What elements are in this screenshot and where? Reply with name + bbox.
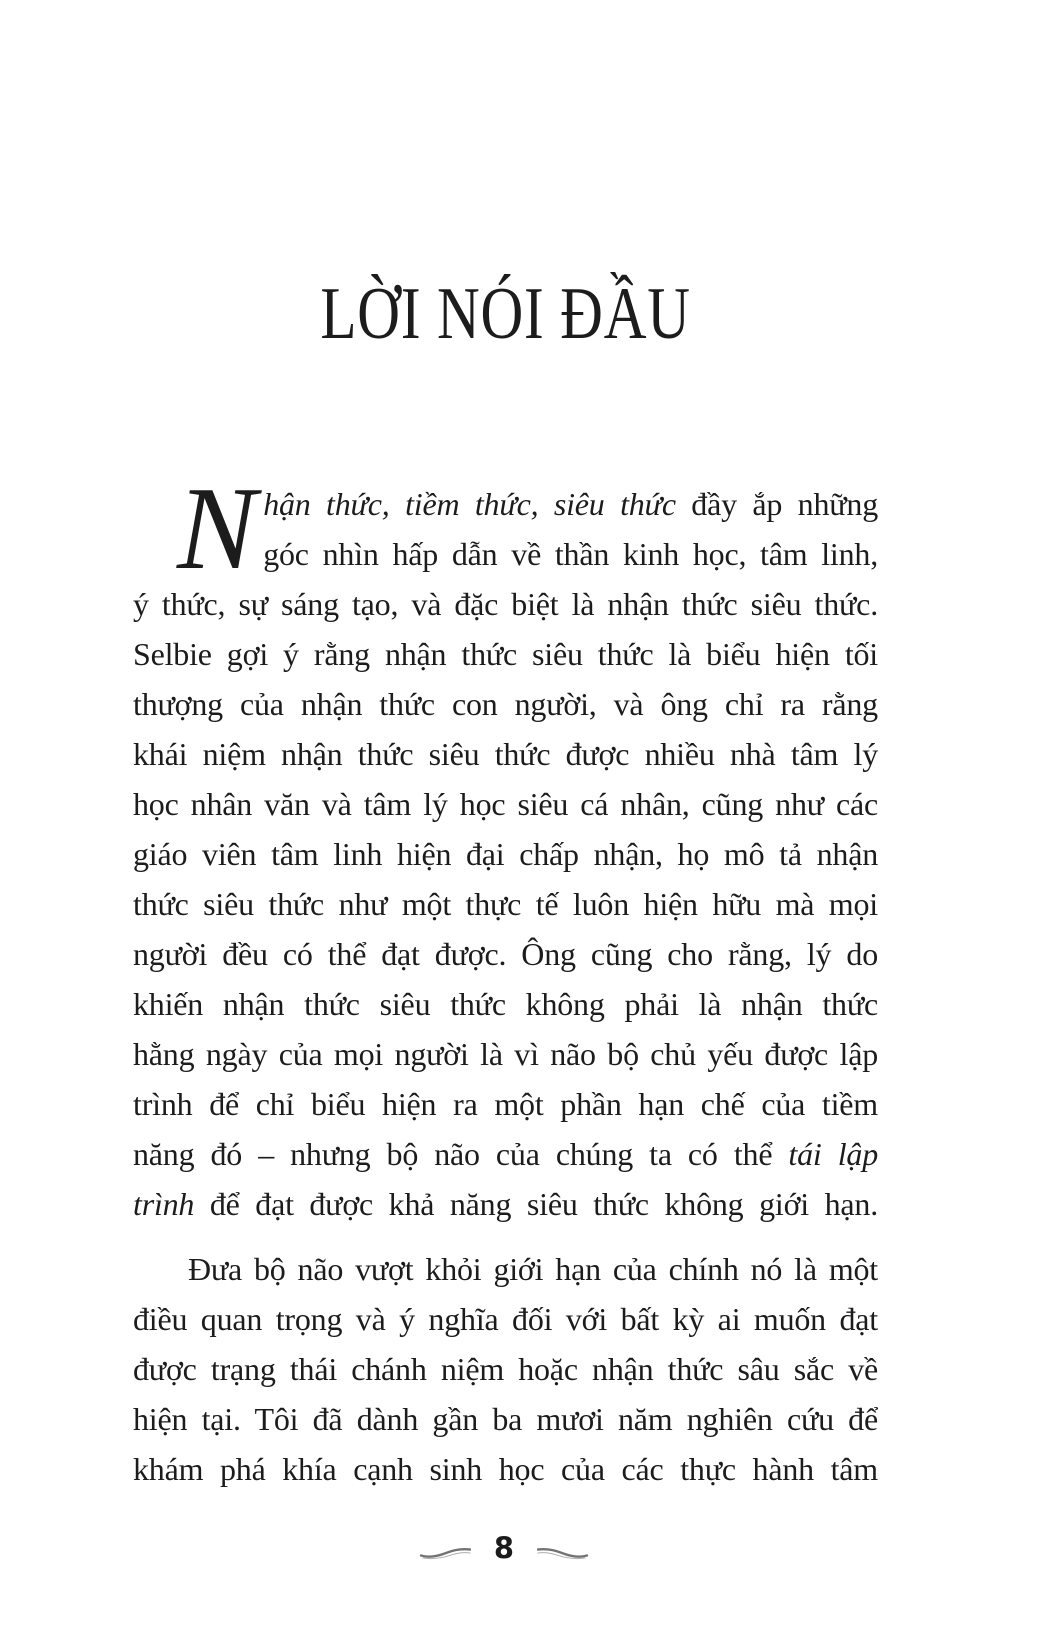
text-line — [133, 1179, 878, 1229]
text-segment: đầy ắp những — [675, 486, 878, 522]
text-segment: học nhân văn và tâm lý học siêu cá nhân, cũng như các — [133, 786, 878, 822]
text-line — [133, 1079, 878, 1129]
paragraph-2 — [133, 1244, 878, 1494]
text-segment: người đều có thể đạt được. Ông cũng cho rằng, lý do — [133, 936, 878, 972]
flourish-left-icon — [420, 1546, 471, 1561]
text-segment: thức siêu thức như một thực tế luôn hiện hữu mà mọi — [133, 886, 878, 922]
text-line — [133, 629, 878, 679]
flourish-right-icon — [537, 1546, 588, 1561]
text-segment: Selbie gợi ý rằng nhận thức siêu thức là biểu hiện tối — [133, 636, 878, 672]
text-segment: giáo viên tâm linh hiện đại chấp nhận, họ mô tả nhận — [133, 836, 878, 872]
text-line — [133, 1029, 878, 1079]
text-line — [133, 929, 878, 979]
italic-text-segment: hận thức, tiềm thức, siêu thức — [263, 486, 676, 522]
paragraph-1 — [133, 462, 878, 1229]
text-segment: khái niệm nhận thức siêu thức được nhiều nhà tâm lý — [133, 736, 878, 772]
text-segment: được trạng thái chánh niệm hoặc nhận thức sâu sắc về — [133, 1351, 878, 1387]
text-segment: điều quan trọng và ý nghĩa đối với bất kỳ ai muốn đạt — [133, 1301, 878, 1337]
text-line — [133, 1344, 878, 1394]
page-title — [133, 273, 878, 355]
text-line — [133, 829, 878, 879]
text-line — [133, 1294, 878, 1344]
text-segment: hiện tại. Tôi đã dành gần ba mươi năm nghiên cứu để — [133, 1401, 878, 1437]
dropcap-letter: N — [177, 462, 257, 594]
text-segment: hằng ngày của mọi người là vì não bộ chủ yếu được lập — [133, 1036, 878, 1072]
text-line — [133, 879, 878, 929]
text-segment: ý thức, sự sáng tạo, và đặc biệt là nhận thức siêu thức. — [133, 586, 878, 622]
text-line — [133, 729, 878, 779]
text-line — [133, 679, 878, 729]
body-text — [133, 462, 878, 1494]
page-title-text: LỜI NÓI ĐẦU — [320, 273, 691, 355]
text-line — [133, 1394, 878, 1444]
text-segment: để đạt được khả năng siêu thức không giới hạn. — [194, 1186, 878, 1222]
text-segment: khám phá khía cạnh sinh học của các thực hành tâm — [133, 1451, 878, 1487]
page-number: 8 — [493, 1531, 515, 1565]
text-line — [133, 1444, 878, 1494]
text-line — [133, 979, 878, 1029]
text-segment: năng đó – nhưng bộ não của chúng ta có thể — [133, 1136, 789, 1172]
text-segment: góc nhìn hấp dẫn về thần kinh học, tâm linh, — [263, 536, 878, 572]
text-line — [133, 1244, 878, 1294]
text-line — [133, 579, 878, 629]
text-segment: trình để chỉ biểu hiện ra một phần hạn chế của tiềm — [133, 1086, 878, 1122]
text-line — [133, 1129, 878, 1179]
italic-text-segment: trình — [133, 1186, 195, 1222]
text-segment: thượng của nhận thức con người, và ông chỉ ra rằng — [133, 686, 878, 722]
text-segment: khiến nhận thức siêu thức không phải là nhận thức — [133, 986, 878, 1022]
italic-text-segment: tái lập — [788, 1136, 878, 1172]
page-footer — [0, 1531, 1024, 1565]
text-line — [133, 779, 878, 829]
text-segment: Đưa bộ não vượt khỏi giới hạn của chính nó là một — [188, 1251, 878, 1287]
